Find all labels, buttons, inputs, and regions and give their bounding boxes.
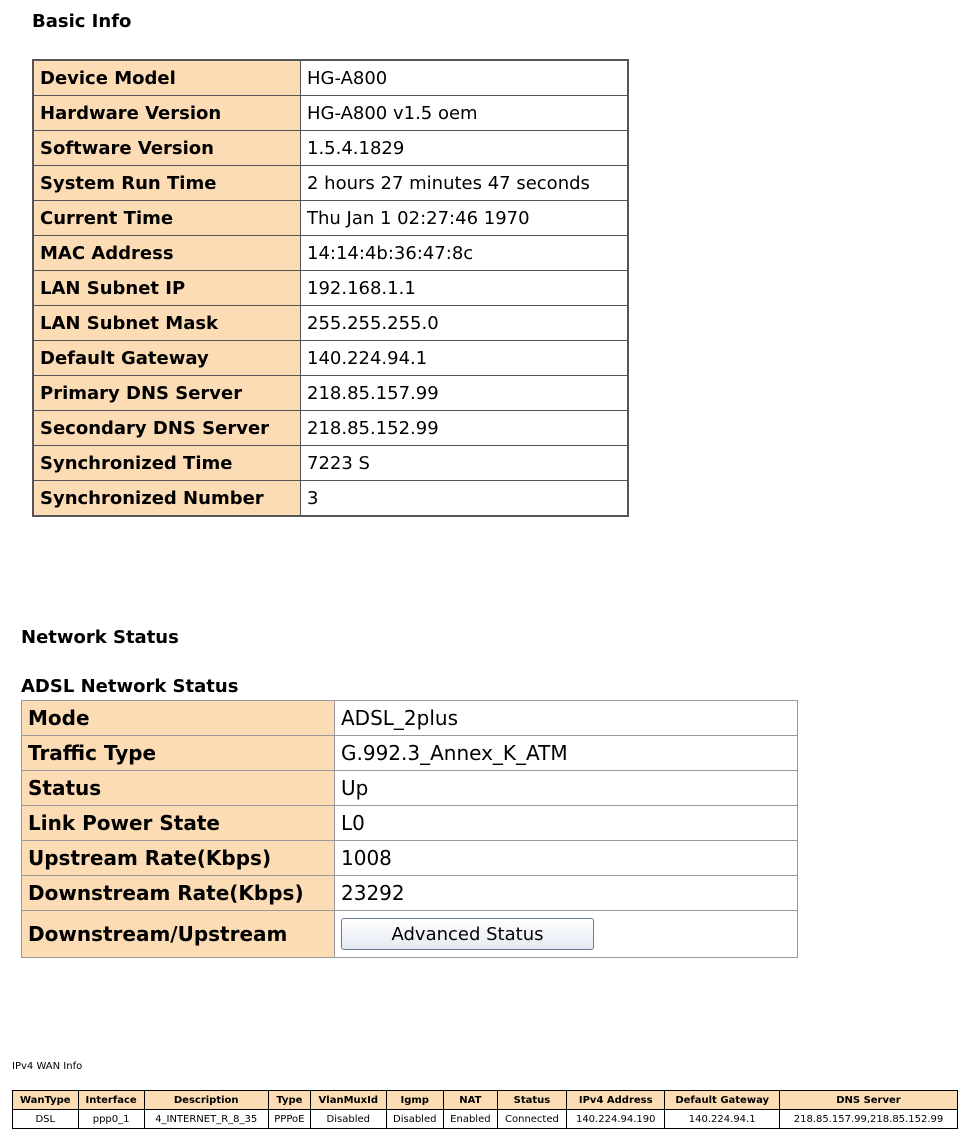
table-row xyxy=(33,481,628,517)
row-value: 192.168.1.1 xyxy=(301,271,629,306)
table-row xyxy=(33,96,628,131)
table-row xyxy=(22,736,798,771)
table-cell: Connected xyxy=(497,1110,566,1129)
table-cell: Enabled xyxy=(443,1110,497,1129)
row-label: Status xyxy=(22,771,335,806)
adsl-status-heading: ADSL Network Status xyxy=(21,676,239,697)
row-label: Device Model xyxy=(33,60,301,96)
column-header: Igmp xyxy=(386,1091,443,1110)
row-value: 7223 S xyxy=(301,446,629,481)
column-header: NAT xyxy=(443,1091,497,1110)
table-header-row xyxy=(13,1091,958,1110)
row-label: Software Version xyxy=(33,131,301,166)
table-cell: 140.224.94.190 xyxy=(567,1110,665,1129)
table-row xyxy=(22,701,798,736)
table-row xyxy=(33,201,628,236)
column-header: IPv4 Address xyxy=(567,1091,665,1110)
row-value: 140.224.94.1 xyxy=(301,341,629,376)
row-value xyxy=(335,911,798,958)
table-row xyxy=(33,446,628,481)
row-label: Link Power State xyxy=(22,806,335,841)
table-cell: Disabled xyxy=(311,1110,387,1129)
table-row xyxy=(13,1110,958,1129)
advanced-status-button[interactable]: Advanced Status xyxy=(341,918,594,950)
table-row xyxy=(33,60,628,96)
row-label: Downstream/Upstream xyxy=(22,911,335,958)
basic-info-table xyxy=(32,59,629,517)
table-row xyxy=(33,236,628,271)
table-cell: 140.224.94.1 xyxy=(665,1110,780,1129)
table-cell: 218.85.157.99,218.85.152.99 xyxy=(779,1110,957,1129)
row-value: 218.85.152.99 xyxy=(301,411,629,446)
column-header: Interface xyxy=(78,1091,144,1110)
column-header: Default Gateway xyxy=(665,1091,780,1110)
row-value: 255.255.255.0 xyxy=(301,306,629,341)
row-value: G.992.3_Annex_K_ATM xyxy=(335,736,798,771)
table-row xyxy=(33,131,628,166)
row-value: L0 xyxy=(335,806,798,841)
row-label: Downstream Rate(Kbps) xyxy=(22,876,335,911)
table-row xyxy=(22,806,798,841)
row-value: Thu Jan 1 02:27:46 1970 xyxy=(301,201,629,236)
row-value: 14:14:4b:36:47:8c xyxy=(301,236,629,271)
table-row xyxy=(22,876,798,911)
table-row xyxy=(22,841,798,876)
row-label: Current Time xyxy=(33,201,301,236)
row-label: LAN Subnet Mask xyxy=(33,306,301,341)
table-row xyxy=(22,771,798,806)
table-cell: DSL xyxy=(13,1110,79,1129)
row-value: 3 xyxy=(301,481,629,517)
column-header: Status xyxy=(497,1091,566,1110)
row-value: 1.5.4.1829 xyxy=(301,131,629,166)
column-header: DNS Server xyxy=(779,1091,957,1110)
wan-info-table xyxy=(12,1090,958,1129)
table-row xyxy=(33,271,628,306)
row-label: Mode xyxy=(22,701,335,736)
table-cell: ppp0_1 xyxy=(78,1110,144,1129)
column-header: WanType xyxy=(13,1091,79,1110)
network-status-heading: Network Status xyxy=(21,627,179,648)
row-value: HG-A800 xyxy=(301,60,629,96)
column-header: Type xyxy=(268,1091,310,1110)
row-value: ADSL_2plus xyxy=(335,701,798,736)
column-header: VlanMuxId xyxy=(311,1091,387,1110)
row-label: Default Gateway xyxy=(33,341,301,376)
row-label: Synchronized Time xyxy=(33,446,301,481)
row-label: System Run Time xyxy=(33,166,301,201)
table-cell: 4_INTERNET_R_8_35 xyxy=(144,1110,268,1129)
row-value: 1008 xyxy=(335,841,798,876)
wan-info-heading: IPv4 WAN Info xyxy=(12,1061,83,1072)
row-label: Secondary DNS Server xyxy=(33,411,301,446)
table-row xyxy=(22,911,798,958)
row-label: Synchronized Number xyxy=(33,481,301,517)
table-cell: Disabled xyxy=(386,1110,443,1129)
row-value: Up xyxy=(335,771,798,806)
row-value: HG-A800 v1.5 oem xyxy=(301,96,629,131)
table-row xyxy=(33,411,628,446)
row-value: 218.85.157.99 xyxy=(301,376,629,411)
table-row xyxy=(33,166,628,201)
adsl-status-table xyxy=(21,700,798,958)
row-label: Primary DNS Server xyxy=(33,376,301,411)
row-value: 2 hours 27 minutes 47 seconds xyxy=(301,166,629,201)
table-cell: PPPoE xyxy=(268,1110,310,1129)
row-label: Upstream Rate(Kbps) xyxy=(22,841,335,876)
basic-info-heading: Basic Info xyxy=(32,11,132,32)
row-label: LAN Subnet IP xyxy=(33,271,301,306)
table-row xyxy=(33,306,628,341)
row-label: MAC Address xyxy=(33,236,301,271)
row-value: 23292 xyxy=(335,876,798,911)
table-row xyxy=(33,376,628,411)
row-label: Hardware Version xyxy=(33,96,301,131)
row-label: Traffic Type xyxy=(22,736,335,771)
column-header: Description xyxy=(144,1091,268,1110)
table-row xyxy=(33,341,628,376)
